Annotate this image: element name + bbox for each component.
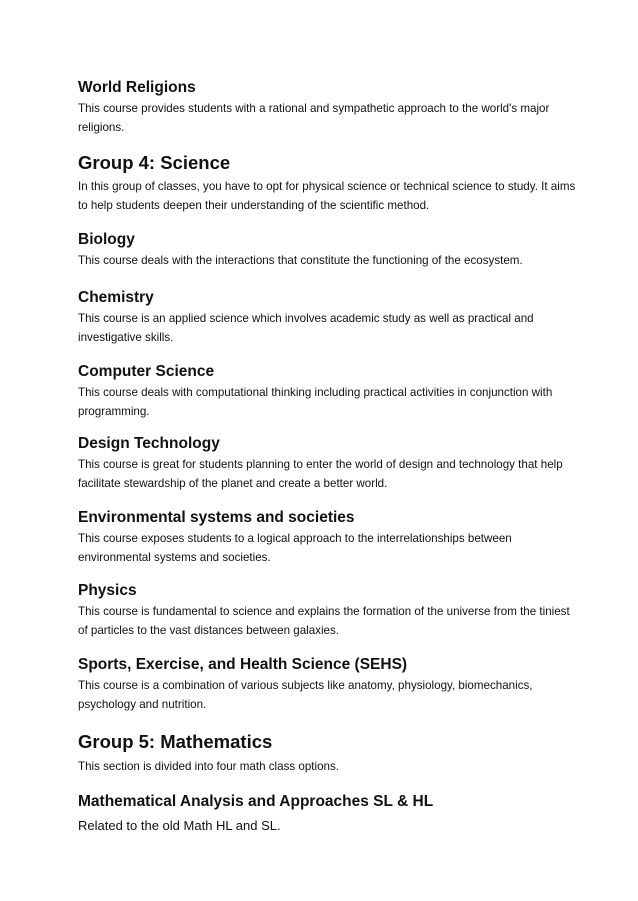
section-group-5-mathematics: [78, 730, 578, 777]
section-text: This course deals with computational thinking including practical activities in conjunction with programming.: [78, 386, 553, 418]
section-computer-science: [78, 362, 578, 421]
group-heading: Group 4: Science: [78, 152, 231, 173]
section-text: This course deals with the interactions that constitute the functioning of the ecosystem.: [78, 254, 523, 267]
group-heading: Group 5: Mathematics: [78, 731, 273, 752]
section-text: This section is divided into four math class options.: [78, 760, 339, 773]
section-heading: World Religions: [78, 79, 196, 96]
section-text: Related to the old Math HL and SL.: [78, 818, 281, 833]
section-heading: Sports, Exercise, and Health Science (SEHS): [78, 656, 408, 673]
section-math-analysis: [78, 792, 578, 835]
section-text: This course is a combination of various subjects like anatomy, physiology, biomechanics, psychology and nutrition.: [78, 679, 533, 711]
section-heading: Mathematical Analysis and Approaches SL & HL: [78, 793, 434, 810]
section-physics: [78, 581, 578, 640]
section-chemistry: [78, 288, 578, 347]
section-group-4-science: [78, 151, 578, 215]
section-sehs: [78, 655, 578, 714]
section-text: This course is an applied science which involves academic study as well as practical and investigative skills.: [78, 312, 534, 344]
section-heading: Chemistry: [78, 289, 154, 306]
section-text: This course exposes students to a logical approach to the interrelationships between environmental systems and societies.: [78, 532, 512, 564]
section-text: This course provides students with a rational and sympathetic approach to the world's major religions.: [78, 102, 550, 134]
section-world-religions: [78, 78, 578, 137]
section-heading: Computer Science: [78, 363, 215, 380]
section-environmental-systems: [78, 508, 578, 567]
section-heading: Biology: [78, 231, 135, 248]
section-heading: Physics: [78, 582, 137, 599]
section-heading: Environmental systems and societies: [78, 509, 355, 526]
section-text: In this group of classes, you have to opt for physical science or technical science to study. It aims to help students deepen their understanding of the scientific method.: [78, 180, 576, 212]
section-design-technology: [78, 434, 578, 493]
section-text: This course is great for students planning to enter the world of design and technology that help facilitate stewardship of the planet and create a better world.: [78, 458, 563, 490]
section-biology: [78, 230, 578, 271]
section-heading: Design Technology: [78, 435, 220, 452]
section-text: This course is fundamental to science and explains the formation of the universe from the tiniest of particles to the vast distances between galaxies.: [78, 605, 570, 637]
